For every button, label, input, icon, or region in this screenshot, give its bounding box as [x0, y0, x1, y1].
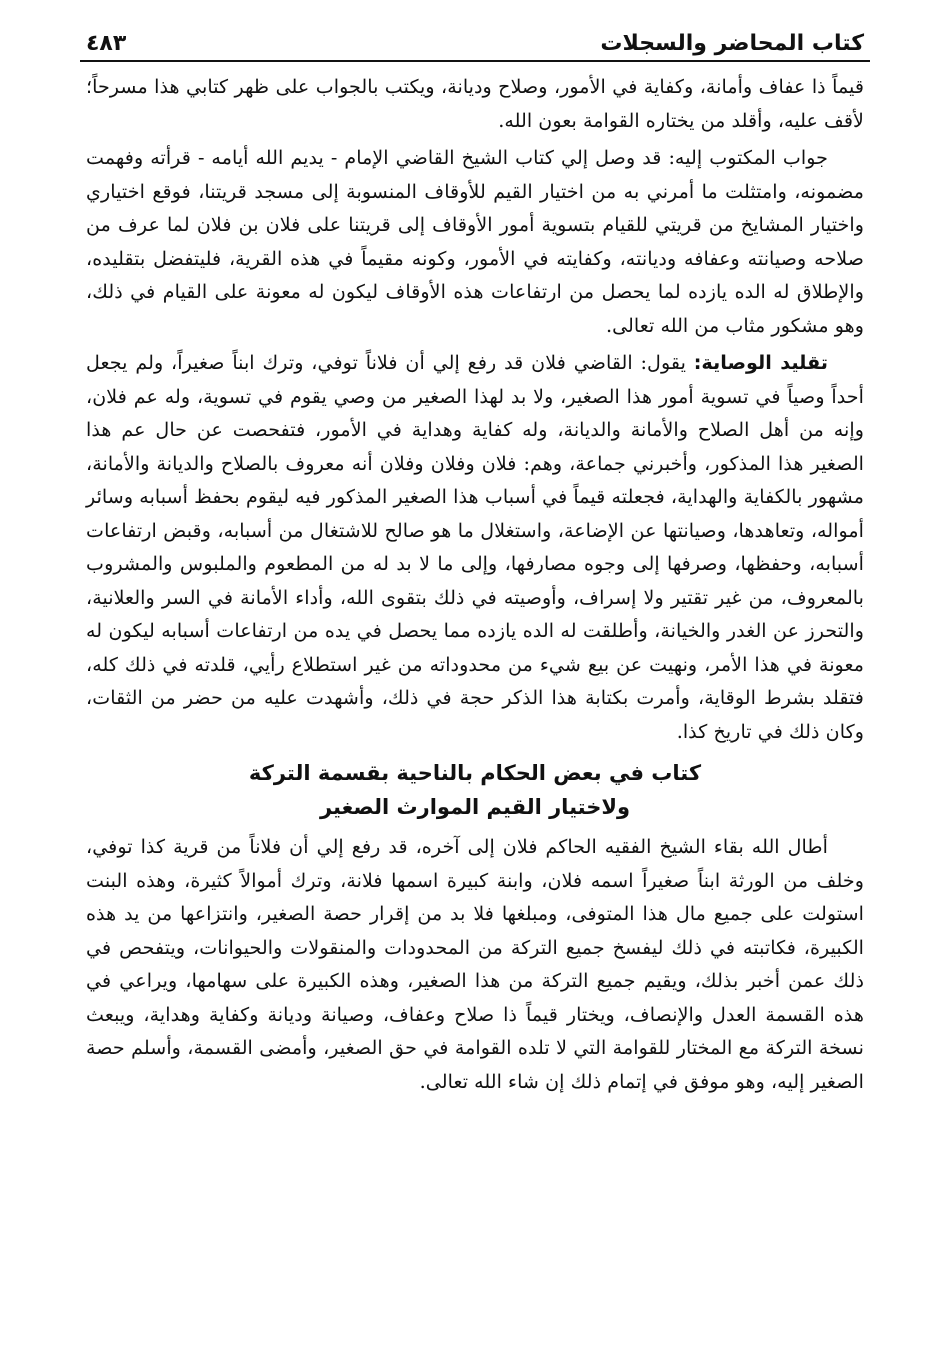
- paragraph-2: جواب المكتوب إليه: قد وصل إلي كتاب الشيخ القاضي الإمام - يديم الله أيامه - قرأته وفهمت مضمونه، وامتثلت ما أمرني به من اختيار القيم للأوقاف المنسوبة إلى مسجد قريتنا، فوقع اختياري واختيار المشايخ من قريتي للقيام بتسوية أمور الأوقاف إلى قريتنا على فلان بن فلان لما عرف من صلاحه وصيانته وعفافه وديانته، وكفايته في الأمور، وكونه مقيماً في هذه القرية، فليتفضل بتقليده، والإطلاق له الده يازده لما يحصل من ارتفاعات هذه الأوقاف ليكون له معونة على القيام في ذلك، وهو مشكور مثاب من الله تعالى.: [86, 146, 864, 337]
- paragraph-1: قيماً ذا عفاف وأمانة، وكفاية في الأمور، وصلاح وديانة، ويكتب بالجواب على ظهر كتابي هذا مسرحاً؛ لأقف عليه، وأقلد من يختاره القوامة بعون الله.: [86, 75, 864, 132]
- page-body: [80, 62, 870, 1098]
- paragraph-4: أطال الله بقاء الشيخ الفقيه الحاكم فلان إلى آخره، قد رفع إلي أن فلاناً من قرية كذا توفي، وخلف من الورثة ابناً صغيراً اسمه فلان، وابنة كبيرة اسمها فلانة، وترك أموالاً كثيرة، وهذه البنت استولت على جميع مال هذا المتوفى، ومبلغها فلا بد من إقرار حصة الصغير، وانتزاعها من يد هذه الكبيرة، فكاتبته في ذلك ليفسخ جميع التركة من المحدودات والمنقولات والحيوانات، ويتفحص في ذلك عمن أخبر بذلك، ويقيم جميع التركة من هذا الصغير، وهذه الكبيرة على سهامها، ويراعي في هذه القسمة العدل والإنصاف، ويختار قيماً ذا صلاح وعفاف، وصيانة وديانة وكفاية وهداية، ويبعث نسخة التركة مع المختار للقوامة التي لا تلده القوامة في حق الصغير، وأمضى القسمة، وأسلم حصة الصغير إليه، وهو موفق في إتمام ذلك إن شاء الله تعالى.: [86, 835, 864, 1093]
- section-title-line-1: كتاب في بعض الحكام بالناحية بقسمة التركة: [248, 761, 702, 785]
- paragraph-3-lead: تقليد الوصاية:: [693, 351, 828, 374]
- paragraph-3-text: يقول: القاضي فلان قد رفع إلي أن فلاناً توفي، وترك ابناً صغيراً، ولم يجعل أحداً وصياً في تسوية أمور هذا الصغير، ولا بد لهذا الصغير من وصي يقوم في تسوية، وله عم فلان، وإنه من أهل الصلاح والأمانة والديانة، وله كفاية وهداية في الأمور، فتفحصت عن حال عم هذا الصغير هذا المذكور، وأخبرني جماعة، وهم: فلان وفلان وفلان أنه معروف بالصلاح والديانة والأمانة، مشهور بالكفاية والهداية، فجعلته قيماً في أسباب هذا الصغير المذكور فيه ليقوم بحفظ أسبابه وسائر أمواله، وتعاهدها، وصيانتها عن الإضاعة، واستغلال ما هو صالح للاشتغال من أسبابه، وقبض ارتفاعات أسبابه، وحفظها، وصرفها إلى وجوه مصارفها، وإلى ما لا بد له من المطعوم والملبوس والمشروب بالمعروف، من غير تقتير ولا إسراف، وأوصيته في ذلك بتقوى الله، وأداء الأمانة في السر والعلانية، والتحرز عن الغدر والخيانة، وأطلقت له الده يازده مما يحصل في يده من ارتفاعات أسبابه ليكون له معونة في هذا الأمر، ونهيت عن بيع شيء من محدوداته من غير استطلاع رأيي، قلدته في ذلك كله، فتقلد بشرط الوقاية، وأمرت بكتابة هذا الذكر حجة في ذلك، وأشهدت عليه من حضر من الثقات، وكان ذلك في تاريخ كذا.: [86, 351, 864, 743]
- page-header: [80, 20, 870, 62]
- document-page: [80, 20, 870, 1102]
- section-title-line-2: ولاختيار القيم الموارث الصغير: [319, 795, 631, 819]
- paragraph-3: [86, 346, 864, 748]
- page-number: ٤٨٣: [86, 31, 127, 56]
- running-title: كتاب المحاضر والسجلات: [600, 31, 864, 56]
